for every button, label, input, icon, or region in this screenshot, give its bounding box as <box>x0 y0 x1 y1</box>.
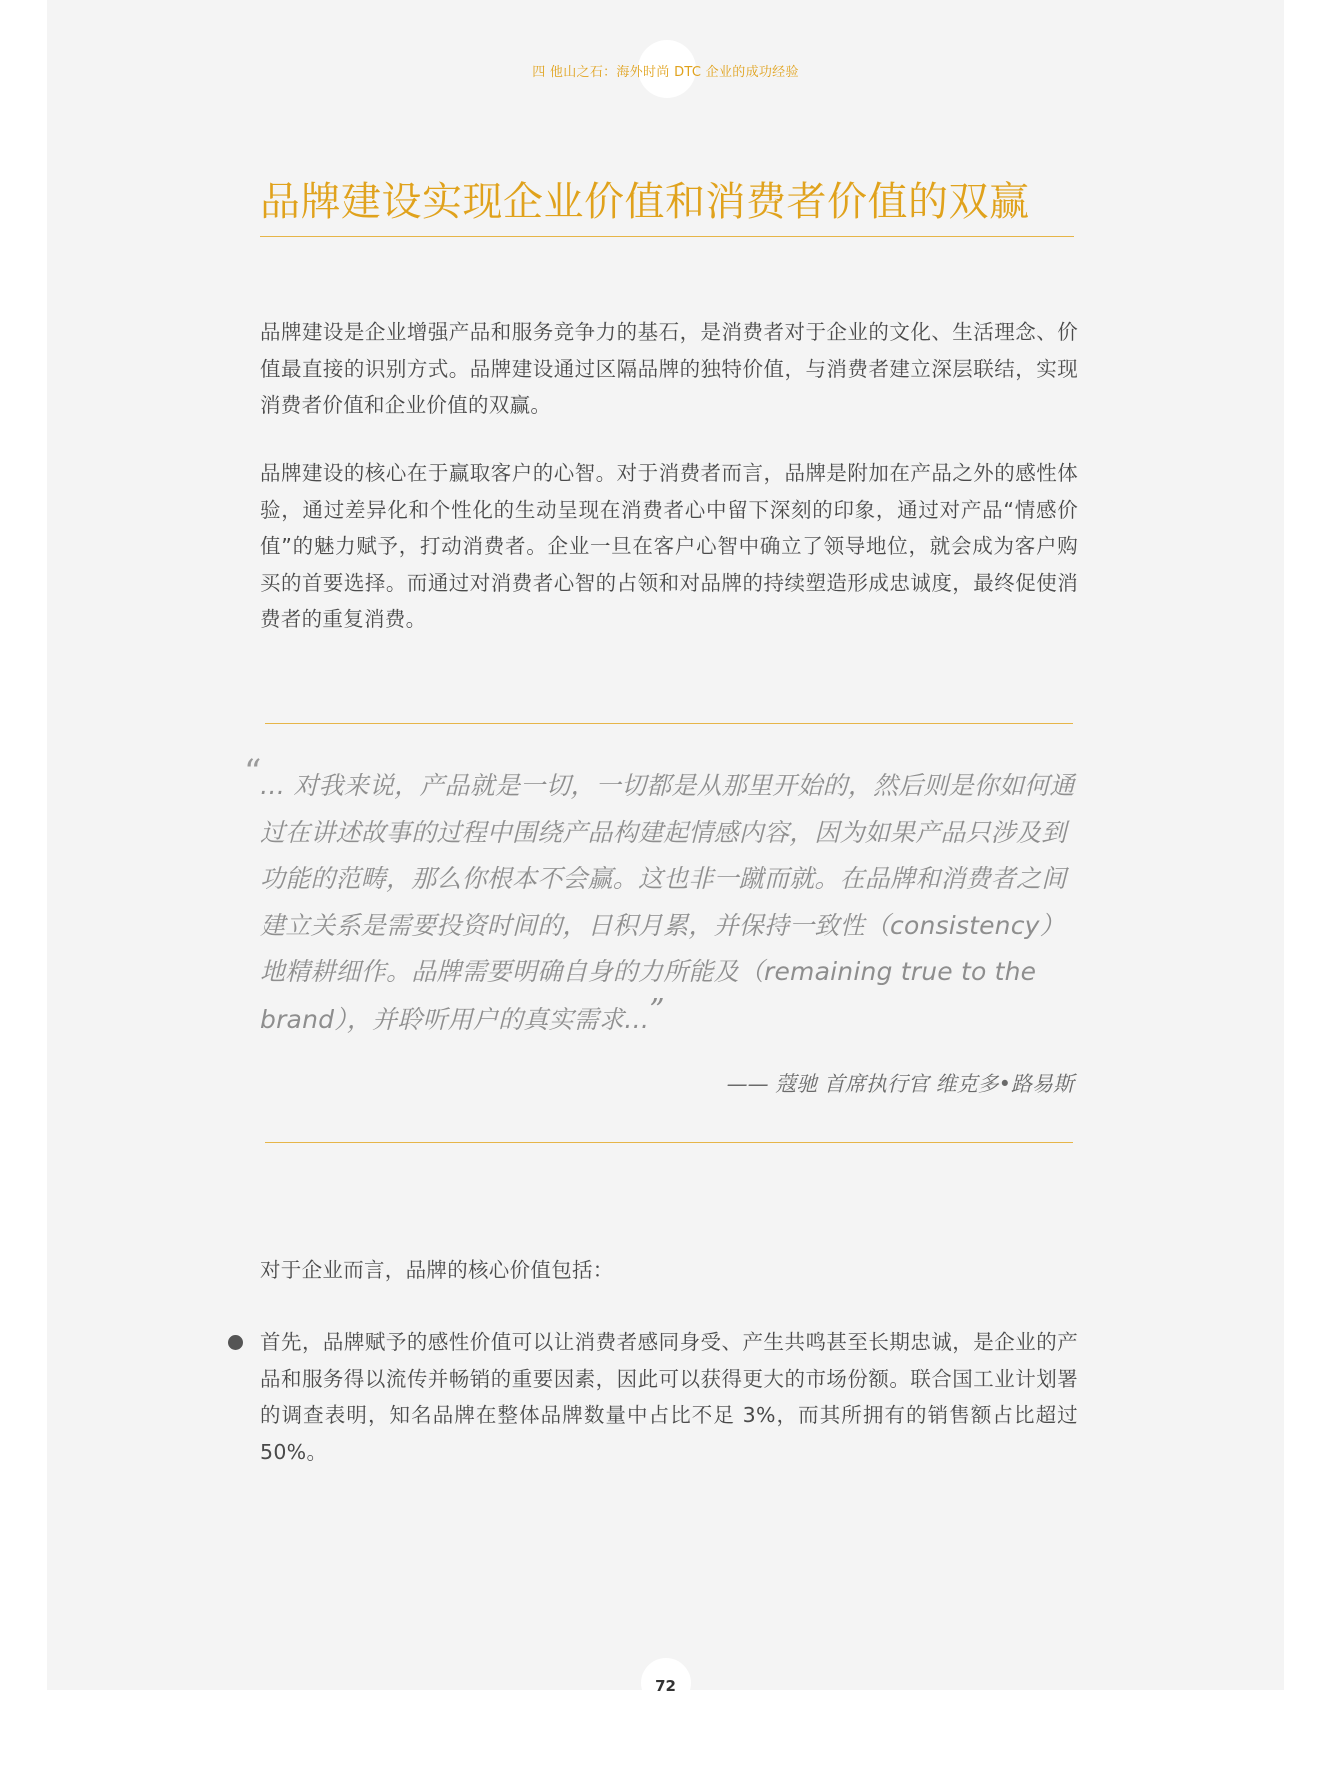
page-number: 72 <box>655 1677 676 1695</box>
open-quote-mark: “ <box>244 752 262 792</box>
running-header: 四 他山之石：海外时尚 DTC 企业的成功经验 <box>532 65 799 80</box>
quote-top-rule <box>265 723 1073 724</box>
bullet-dot <box>228 1335 243 1350</box>
page-title: 品牌建设实现企业价值和消费者价值的双赢 <box>260 179 1030 225</box>
quote-bottom-rule <box>265 1142 1073 1143</box>
lead-in-text: 对于企业而言，品牌的核心价值包括： <box>260 1258 614 1282</box>
body-paragraph-1: 品牌建设是企业增强产品和服务竞争力的基石，是消费者对于企业的文化、生活理念、价值最直接的识别方式。品牌建设通过区隔品牌的独特价值，与消费者建立深层联结，实现消费者价值和企业价值的双赢。 <box>260 320 1078 417</box>
close-quote-mark: ” <box>649 992 665 1028</box>
pull-quote-text: … 对我来说，产品就是一切，一切都是从那里开始的，然后则是你如何通过在讲述故事的过程中围绕产品构建起情感内容，因为如果产品只涉及到功能的范畴，那么你根本不会赢。这也非一蹴而就。在品牌和消费者之间建立关系是需要投资时间的，日积月累，并保持一致性（consistency）地精耕细作。品牌需要明确自身的力所能及（remaining true to the brand），并聆听用户的真实需求… <box>260 771 1075 1034</box>
body-paragraph-2: 品牌建设的核心在于赢取客户的心智。对于消费者而言，品牌是附加在产品之外的感性体验，通过差异化和个性化的生动呈现在消费者心中留下深刻的印象，通过对产品“情感价值”的魅力赋予，打动消费者。企业一旦在客户心智中确立了领导地位，就会成为客户购买的首要选择。而通过对消费者心智的占领和对品牌的持续塑造形成忠诚度，最终促使消费者的重复消费。 <box>260 461 1078 631</box>
bullet-item-1: 首先，品牌赋予的感性价值可以让消费者感同身受、产生共鸣甚至长期忠诚，是企业的产品和服务得以流传并畅销的重要因素，因此可以获得更大的市场份额。联合国工业计划署的调查表明，知名品牌在整体品牌数量中占比不足 3%，而其所拥有的销售额占比超过 50%。 <box>260 1330 1078 1464</box>
pull-quote <box>260 763 1084 1043</box>
quote-attribution: —— 蔻驰 首席执行官 维克多•路易斯 <box>726 1072 1074 1096</box>
title-underline <box>260 236 1074 237</box>
